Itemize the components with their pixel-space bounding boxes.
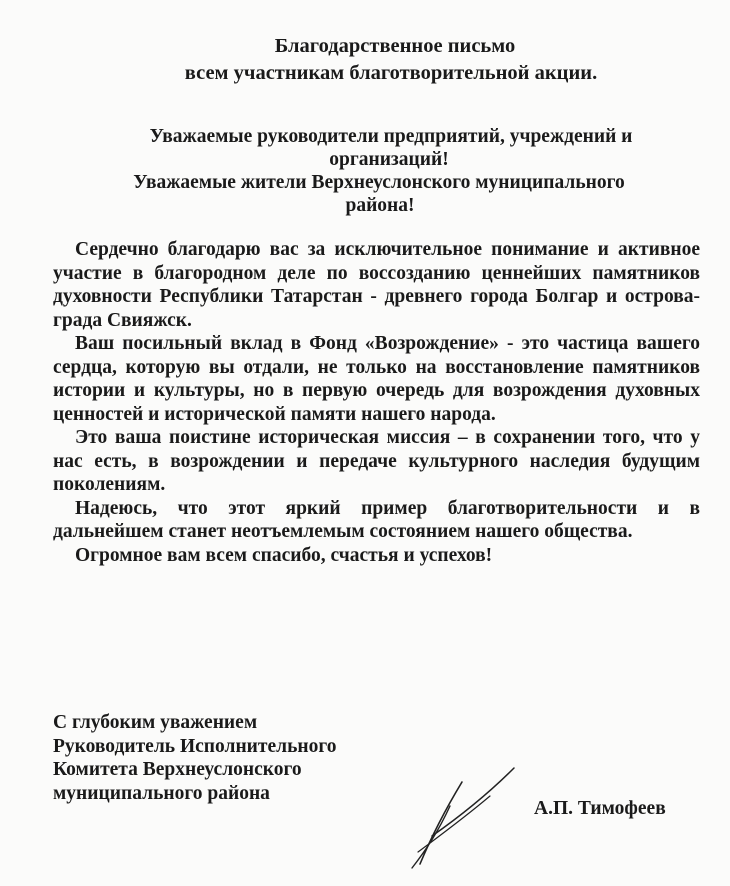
- title-line-1: Благодарственное письмо: [274, 35, 516, 57]
- body-paragraph: Ваш посильный вклад в Фонд «Возрождение» - это частица вашего сердца, которую вы отдали, не только на восстановление памятников истории и культуры, но в первую очередь для возрождения духовных ценностей и исторической памяти нашего народа.: [53, 333, 700, 425]
- handwritten-signature: [392, 760, 522, 870]
- closing-line-4: муниципального района: [53, 782, 270, 804]
- closing-block: [53, 711, 337, 805]
- body-paragraph: Огромное вам всем спасибо, счастья и успехов!: [75, 544, 493, 566]
- greeting-line-4: района!: [345, 195, 415, 216]
- closing-line-2: Руководитель Исполнительного: [53, 735, 337, 757]
- letter-title: [0, 33, 730, 87]
- closing-line-3: Комитета Верхнеуслонского: [53, 759, 302, 780]
- body-paragraph: Сердечно благодарю вас за исключительное понимание и активное участие в благородном деле по воссозданию ценнейших памятников духовности Республики Татарстан - древнего города Болгар и острова-града Свияжск.: [53, 239, 700, 331]
- body-paragraph: Надеюсь, что этот яркий пример благотворительности и в дальнейшем станет неотъемлемым состоянием нашего общества.: [53, 497, 700, 542]
- greeting-line-3: Уважаемые жители Верхнеуслонского муниципального: [133, 172, 625, 193]
- closing-line-1: С глубоким уважением: [53, 712, 258, 733]
- greeting-line-2: организаций!: [329, 149, 449, 170]
- body-paragraph: Это ваша поистине историческая миссия – в сохранении того, что у нас есть, в возрождении и передаче культурного наследия будущим поколениям.: [53, 427, 700, 495]
- title-line-2: всем участникам благотворительной акции.: [184, 62, 598, 84]
- greeting-block: [0, 125, 730, 217]
- signer-name: А.П. Тимофеев: [534, 798, 666, 819]
- greeting-line-1: Уважаемые руководители предприятий, учреждений и: [149, 126, 633, 147]
- letter-body: [53, 238, 700, 567]
